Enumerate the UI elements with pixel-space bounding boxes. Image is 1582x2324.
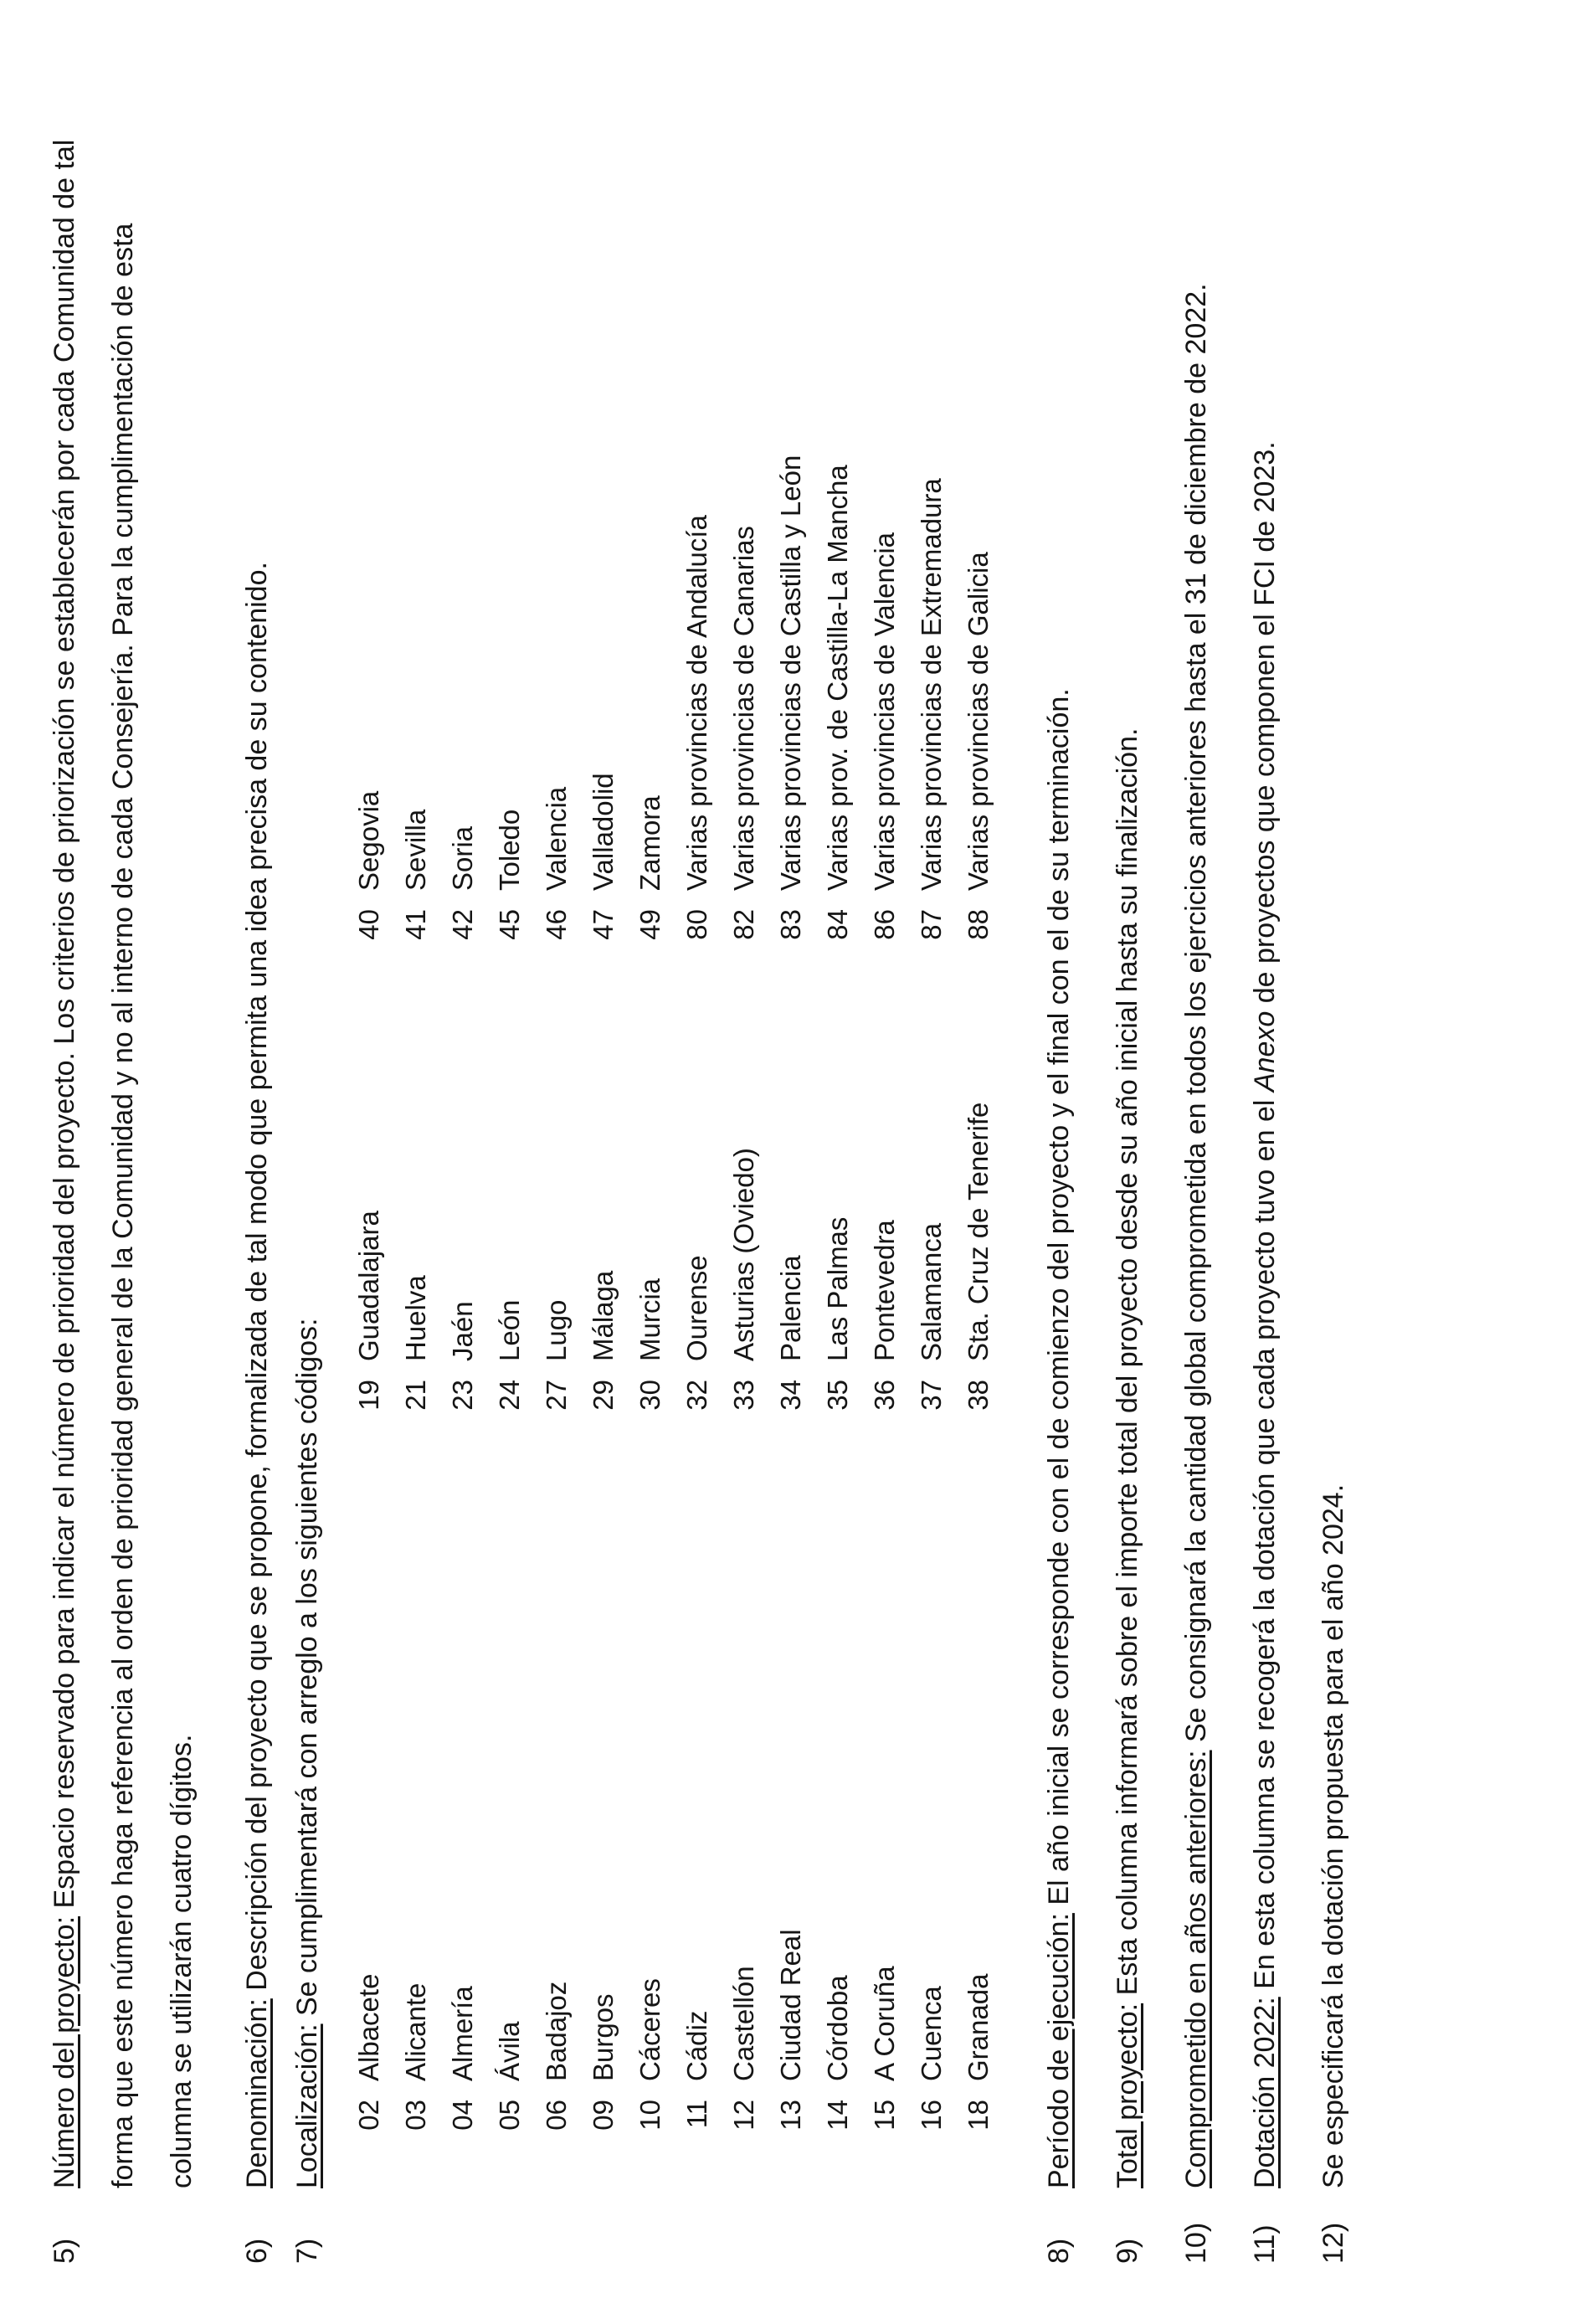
province-code: 86 [869,909,900,940]
province-code: 06 [541,2100,572,2131]
province-code: 36 [869,1380,900,1411]
province-code: 37 [916,1380,947,1411]
province-name: Ávila [494,2021,525,2081]
codes-row [402,0,444,2324]
province-name: Salamanca [916,1222,947,1361]
province-code: 29 [588,1380,619,1411]
province-code: 82 [728,909,759,940]
item-number: 8) [1043,2238,1075,2264]
item-label: Número del proyecto: [49,1915,80,2188]
item-text: Esta columna informará sobre el importe total del proyecto desde su año inicial hasta su finalización. [1112,728,1143,2003]
province-name: Guadalajara [353,1211,384,1361]
province-name: Badajoz [541,1981,572,2081]
item-number: 6) [241,2238,273,2264]
province-code: 34 [775,1380,806,1411]
item-label: Dotación 2022: [1249,1997,1281,2188]
province-name: Sta. Cruz de Tenerife [963,1102,994,1361]
item-numero-del-proyecto [50,0,234,2324]
item-text: Se cumplimentará con arreglo a los siguientes códigos: [291,1318,323,2024]
province-code: 18 [963,2100,994,2131]
province-name: Valencia [541,786,572,891]
codes-row [355,0,397,2324]
province-code: 42 [447,909,478,940]
codes-row [589,0,631,2324]
codes-row [871,0,912,2324]
item-dotacion-2022 [1251,0,1301,2324]
province-name: Varias provincias de Extremadura [916,478,947,891]
province-name: Sevilla [400,809,431,891]
item-label: Localización: [291,2023,323,2188]
province-name: Asturias (Oviedo) [728,1148,759,1361]
item-text-emphasis: Anexo [1249,1010,1281,1093]
item-label: Comprometido en años anteriores: [1180,1750,1212,2188]
item-number: 9) [1112,2238,1143,2264]
province-code: 88 [963,909,994,940]
province-code: 05 [494,2100,525,2131]
province-code: 84 [822,909,853,940]
province-code: 87 [916,909,947,940]
province-name: Cáceres [634,1978,665,2081]
province-code: 35 [822,1380,853,1411]
codes-row [917,0,959,2324]
item-label: Período de ejecución: [1043,1913,1075,2188]
item-number: 5) [49,2238,80,2264]
item-localizacion [293,0,343,2324]
province-code: 46 [541,909,572,940]
province-code: 30 [634,1380,665,1411]
province-name: Varias provincias de Andalucía [681,515,712,891]
province-name: Varias provincias de Valencia [869,532,900,891]
province-name: Toledo [494,809,525,891]
province-name: Valladolid [588,773,619,891]
province-code: 15 [869,2100,900,2131]
codes-row [964,0,1006,2324]
item-label: Total proyecto: [1112,2003,1143,2188]
province-name: Córdoba [822,1975,853,2081]
province-name: Varias prov. de Castilla-La Mancha [822,465,853,891]
province-code: 10 [634,2100,665,2131]
province-code: 16 [916,2100,947,2131]
province-name: Pontevedra [869,1220,900,1361]
item-number: 11) [1249,2224,1281,2264]
province-name: Soria [447,825,478,891]
item-paragraph [1045,129,1073,2188]
item-comprometido-anos-anteriores [1182,0,1232,2324]
province-code: 38 [963,1380,994,1411]
province-code: 47 [588,909,619,940]
item-label: Denominación: [241,1998,273,2188]
item-dotacion-propuesta [1319,0,1369,2324]
item-paragraph [243,129,271,2188]
codes-row [683,0,725,2324]
province-name: Murcia [634,1278,665,1361]
item-paragraph [35,129,211,2188]
province-name: Ourense [681,1255,712,1361]
province-code: 83 [775,909,806,940]
codes-row [496,0,537,2324]
province-code: 40 [353,909,384,940]
province-name: Jaén [447,1301,478,1361]
province-name: Almería [447,1986,478,2081]
province-name: A Coruña [869,1966,900,2081]
item-paragraph [1251,129,1279,2188]
province-name: Alicante [400,1982,431,2081]
province-name: Ciudad Real [775,1929,806,2081]
province-code: 11 [681,2100,712,2129]
item-denominacion [243,0,293,2324]
item-periodo-de-ejecucion [1045,0,1095,2324]
province-code: 13 [775,2100,806,2131]
province-code: 23 [447,1380,478,1411]
item-number: 7) [291,2238,323,2264]
item-text: Se especificará la dotación propuesta para el año 2024. [1317,1483,1349,2188]
item-text: Se consignará la cantidad global comprometida en todos los ejercicios anteriores hasta el 31 de diciembre de 2022. [1180,283,1212,1751]
province-code: 14 [822,2100,853,2131]
province-code: 03 [400,2100,431,2131]
item-text: Espacio reservado para indicar el número de prioridad del proyecto. Los criterios de priorización se establecerán por cada Comunidad de tal forma que este número haga referencia al orden de prioridad general de la Comunidad y no al interno de cada Consejería. Para la cumplimentación de esta columna se utilizarán cuatro dígitos. [49,139,198,2188]
codes-row [449,0,491,2324]
item-paragraph [1113,129,1142,2188]
province-name: Burgos [588,1993,619,2081]
province-name: Varias provincias de Galicia [963,552,994,891]
province-name: León [494,1299,525,1361]
province-name: Málaga [588,1270,619,1361]
province-name: Lugo [541,1299,572,1361]
province-code: 09 [588,2100,619,2131]
item-paragraph [293,129,321,2188]
item-text: de proyectos que componen el FCI de 2023. [1249,441,1281,1011]
province-name: Albacete [353,1973,384,2081]
province-code: 02 [353,2100,384,2131]
item-number: 10) [1180,2222,1212,2264]
province-code: 21 [400,1380,431,1411]
province-code: 04 [447,2100,478,2131]
province-name: Zamora [634,795,665,891]
province-code: 41 [400,909,431,940]
province-name: Cádiz [681,2010,712,2081]
province-name: Huelva [400,1275,431,1361]
province-code: 33 [728,1380,759,1411]
codes-row [636,0,678,2324]
province-name: Granada [963,1973,994,2081]
codes-row [824,0,865,2324]
province-name: Castellón [728,1966,759,2081]
province-name: Varias provincias de Canarias [728,526,759,891]
item-paragraph [1319,129,1348,2188]
codes-row [730,0,772,2324]
province-code: 49 [634,909,665,940]
province-name: Las Palmas [822,1216,853,1361]
province-code: 19 [353,1380,384,1411]
province-code: 27 [541,1380,572,1411]
item-text: En esta columna se recogerá la dotación que cada proyecto tuvo en el [1249,1092,1281,1998]
item-number: 12) [1317,2222,1349,2264]
codes-row [542,0,584,2324]
province-code: 24 [494,1380,525,1411]
province-name: Palencia [775,1255,806,1361]
item-text: El año inicial se corresponde con el de comienzo del proyecto y el final con el de su terminación. [1043,688,1075,1914]
province-name: Cuenca [916,1986,947,2081]
item-total-proyecto [1113,0,1163,2324]
province-code: 12 [728,2100,759,2131]
province-code: 80 [681,909,712,940]
province-name: Segovia [353,790,384,891]
province-code: 45 [494,909,525,940]
item-paragraph [1182,129,1210,2188]
province-name: Varias provincias de Castilla y León [775,455,806,891]
province-code: 32 [681,1380,712,1411]
codes-row [777,0,819,2324]
item-text: Descripción del proyecto que se propone, formalizada de tal modo que permita una idea precisa de su contenido. [241,562,273,1999]
